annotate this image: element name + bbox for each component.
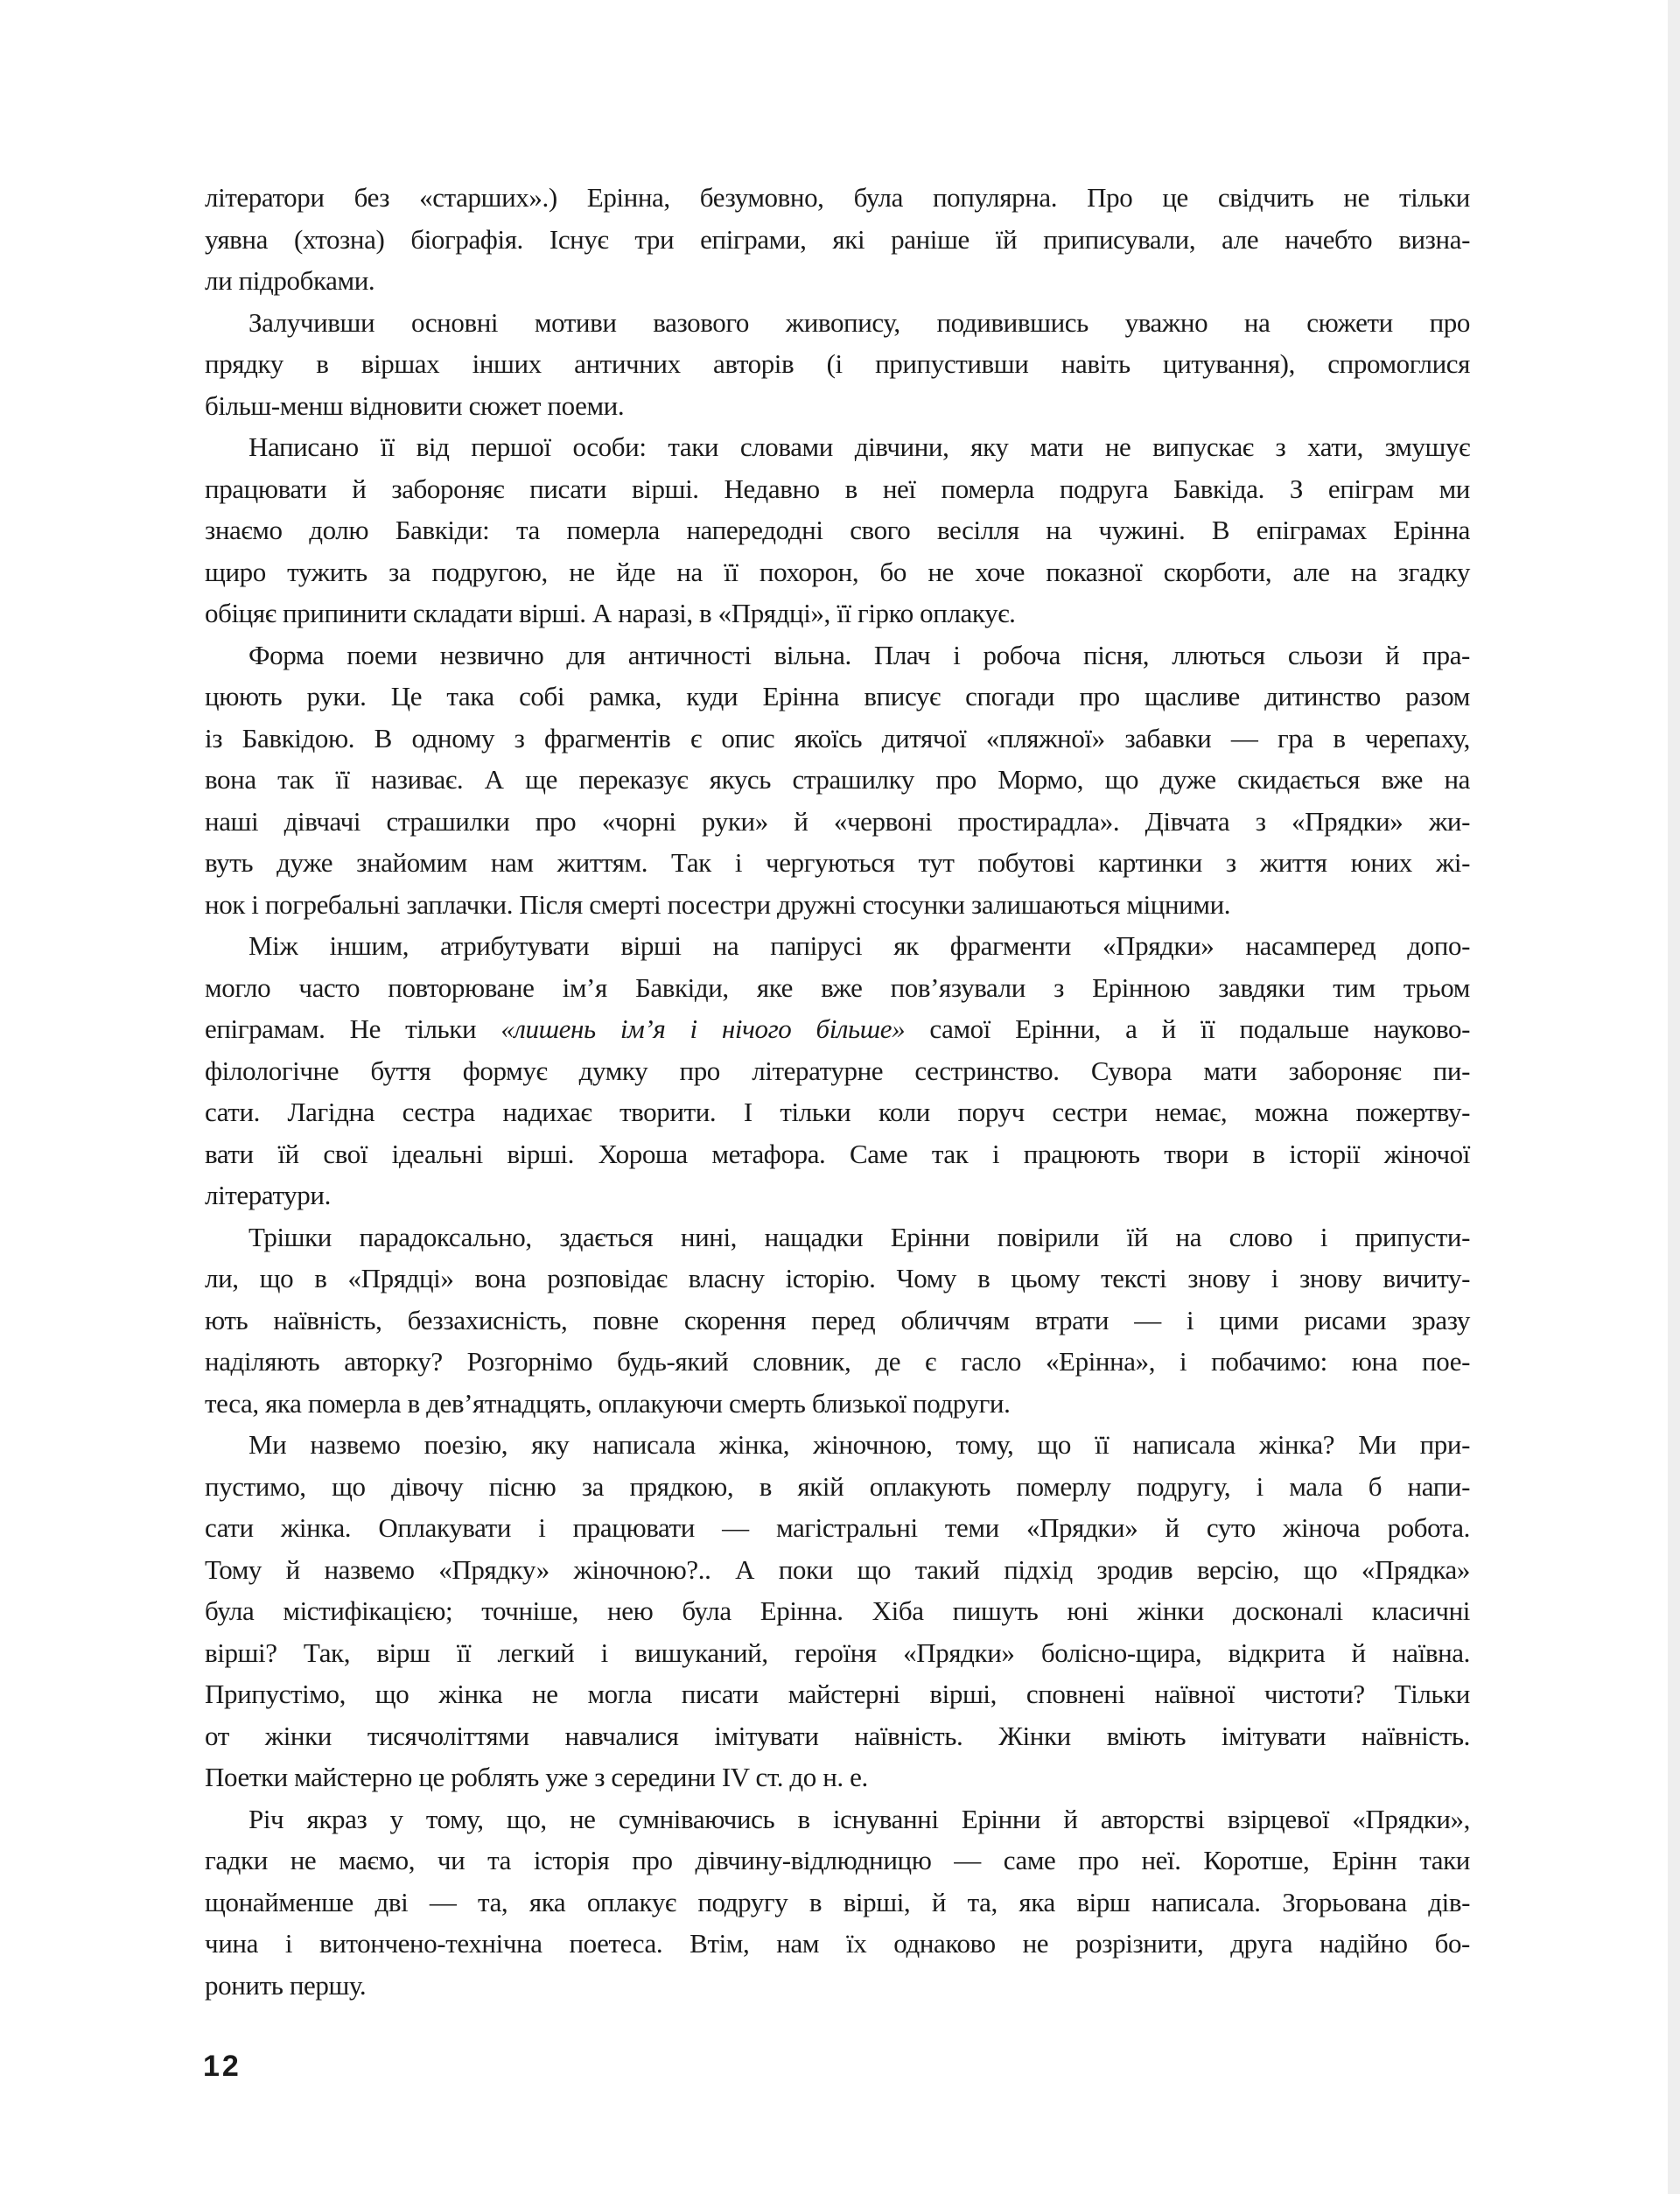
text-line: Написано її від першої особи: таки словами дівчини, яку мати не випускає з хати, змушує	[248, 431, 1470, 462]
text-line: Між іншим, атрибутувати вірші на папірусі як фрагменти «Прядки» насамперед допо-	[248, 930, 1470, 961]
text-line: Ми назвемо поезію, яку написала жінка, жіночною, тому, що її написала жінка? Ми при-	[248, 1429, 1470, 1460]
text-line: Тому й назвемо «Прядку» жіночною?.. А поки що такий підхід зродив версію, що «Прядка»	[205, 1553, 1470, 1585]
body-text	[205, 177, 1470, 2006]
text-line: вати їй свої ідеальні вірші. Хороша метафора. Саме так і працюють твори в історії жіночої	[205, 1138, 1470, 1169]
text-line: літератури.	[205, 1180, 331, 1210]
italic-quote: «лишень ім’я і нічого більше»	[500, 1013, 906, 1044]
text-line: філологічне буття формує думку про літературне сестринство. Сувора мати забороняє пи-	[205, 1055, 1470, 1086]
paragraph	[205, 426, 1470, 634]
text-line: сати. Лагідна сестра надихає творити. І тільки коли поруч сестри немає, можна пожертву-	[205, 1097, 1470, 1127]
paragraph	[205, 177, 1470, 302]
text-line: прядку в віршах інших античних авторів (і припустивши навіть цитування), спромоглися	[205, 348, 1470, 379]
text-line: ють наївність, беззахисність, повне скорення перед обличчям втрати — і цими рисами зразу	[205, 1304, 1470, 1335]
text-line: вірші? Так, вірш її легкий і вишуканий, героїня «Прядки» болісно-щира, відкрита й наївна.	[205, 1637, 1470, 1668]
text-line: Форма поеми незвично для античності вільна. Плач і робоча пісня, ллються сльози й пра-	[248, 639, 1470, 670]
text-line: наші дівчачі страшилки про «чорні руки» й «червоні простирадла». Дівчата з «Прядки» жи-	[205, 805, 1470, 837]
text-line: Річ якраз у тому, що, не сумніваючись в існуванні Ерінни й авторстві взірцевої «Прядки»,	[248, 1803, 1470, 1834]
text-line: щонайменше дві — та, яка оплакує подругу в вірші, й та, яка вірш написала. Згорьована дів-	[205, 1886, 1470, 1917]
text-line: ли, що в «Прядці» вона розповідає власну історію. Чому в цьому тексті знову і знову вичиту-	[205, 1263, 1470, 1293]
text-line: Трішки парадоксально, здається нині, нащадки Ерінни повірили їй на слово і припусти-	[248, 1221, 1470, 1252]
paragraph	[205, 1216, 1470, 1425]
text-line: уявна (хтозна) біографія. Існує три епіграми, які раніше їй приписували, але начебто визна-	[205, 223, 1470, 255]
text-line: от жінки тисячоліттями навчалися імітувати наївність. Жінки вміють імітувати наївність.	[205, 1720, 1470, 1751]
page-edge	[1668, 0, 1680, 2194]
text-line: ли підробками.	[205, 265, 375, 296]
text-line: цюють руки. Це така собі рамка, куди Ерінна вписує спогади про щасливе дитинство разом	[205, 681, 1470, 711]
paragraph	[205, 925, 1470, 1216]
text-line: літератори без «старших».) Ерінна, безумовно, була популярна. Про це свідчить не тільки	[205, 182, 1470, 213]
text-line: із Бавкідою. В одному з фрагментів є опис якоїсь дитячої «пляжної» забавки — гра в черепаху,	[205, 722, 1470, 754]
text-line: наділяють авторку? Розгорнімо будь-який словник, де є гасло «Ерінна», і побачимо: юна пое-	[205, 1346, 1470, 1377]
text-segment: епіграмам. Не тільки	[205, 1013, 501, 1044]
paragraph	[205, 1798, 1470, 2007]
text-line: Поетки майстерно це роблять уже з середини IV ст. до н. е.	[205, 1762, 868, 1792]
text-line: вона так її називає. А ще переказує якусь страшилку про Мормо, що дуже скидається вже на	[205, 764, 1470, 795]
text-line: обіцяє припинити складати вірші. А наразі, в «Прядці», її гірко оплакує.	[205, 598, 1016, 628]
text-line: ронить першу.	[205, 1969, 367, 2001]
text-line: знаємо долю Бавкіди: та померла напередодні свого весілля на чужині. В епіграмах Ерінна	[205, 515, 1470, 545]
text-segment: самої Ерінни, а й її подальше науково-	[905, 1013, 1471, 1044]
paragraph	[205, 302, 1470, 427]
text-line: Залучивши основні мотиви вазового живопису, подивившись уважно на сюжети про	[248, 306, 1470, 338]
text-line: чина і витончено-технічна поетеса. Втім, нам їх однаково не розрізнити, друга надійно бо-	[205, 1928, 1470, 1959]
text-line: теса, яка померла в дев’ятнадцять, оплакуючи смерть близької подруги.	[205, 1387, 1011, 1419]
text-line: працювати й забороняє писати вірші. Недавно в неї померла подруга Бавкіда. З епіграм ми	[205, 473, 1470, 504]
text-line: гадки не маємо, чи та історія про дівчину-відлюдницю — саме про неї. Коротше, Ерінн таки	[205, 1845, 1470, 1875]
text-line	[205, 1008, 1470, 1050]
page-number: 12	[203, 2050, 242, 2083]
text-line: щиро тужить за подругою, не йде на її похорон, бо не хоче показної скорботи, але на згадку	[205, 556, 1470, 587]
text-line: сати жінка. Оплакувати і працювати — магістральні теми «Прядки» й суто жіноча робота.	[205, 1512, 1470, 1543]
text-line: була містифікацією; точніше, нею була Ерінна. Хіба пишуть юні жінки досконалі класичні	[205, 1595, 1470, 1626]
text-line: більш-менш відновити сюжет поеми.	[205, 389, 625, 421]
text-line: могло часто повторюване ім’я Бавкіди, яке вже пов’язували з Ерінною завдяки тим трьом	[205, 971, 1470, 1003]
text-line: пустимо, що дівочу пісню за прядкою, в якій оплакують померлу подругу, і мала б напи-	[205, 1470, 1470, 1502]
text-line: нок і погребальні заплачки. Після смерті посестри дружні стосунки залишаються міцними.	[205, 888, 1231, 920]
text-line: Припустімо, що жінка не могла писати майстерні вірші, сповнені наївної чистоти? Тільки	[205, 1679, 1470, 1709]
text-line: вуть дуже знайомим нам життям. Так і чергуються тут побутові картинки з життя юних жі-	[205, 847, 1470, 878]
paragraph	[205, 634, 1470, 926]
paragraph	[205, 1424, 1470, 1798]
